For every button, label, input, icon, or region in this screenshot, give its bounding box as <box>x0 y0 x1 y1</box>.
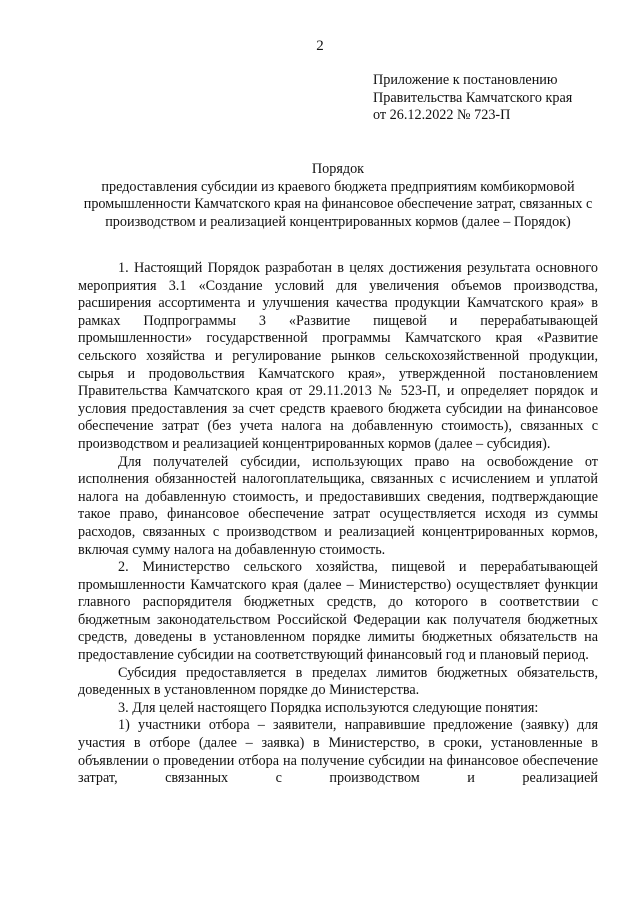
page-number: 2 <box>316 38 324 54</box>
document-body <box>78 260 598 788</box>
paragraph: 1. Настоящий Порядок разработан в целях достижения результата основного мероприятия 3.1 «Создание условий для увеличения объемов производства, расширения ассортимента и улучшения качества продукции Камчатского края» в рамках Подпрограммы 3 «Развитие пищевой и перерабатывающей промышленности» государственной программы Камчатского края «Развитие сельского хозяйства и регулирование рынков сельскохозяйственной продукции, сырья и продовольствия Камчатского края», утвержденной постановлением Правительства Камчатского края от 29.11.2013 № 523-П, и определяет порядок и условия предоставления за счет средств краевого бюджета субсидии на финансовое обеспечение затрат (без учета налога на добавленную стоимость), связанных с производством и реализацией концентрированных кормов (далее – субсидия). <box>78 260 598 452</box>
appendix-line: Приложение к постановлению <box>373 72 558 88</box>
paragraph: Для получателей субсидии, использующих право на освобождение от исполнения обязанностей налогоплательщика, связанных с исчислением и уплатой налога на добавленную стоимость, и предоставивших сведения, подтверждающие такое право, финансовое обеспечение затрат осуществляется исходя из суммы расходов, связанных с производством и реализацией концентрированных кормов, включая сумму налога на добавленную стоимость. <box>78 453 598 558</box>
document-title <box>78 161 598 231</box>
title-heading: Порядок <box>311 161 365 177</box>
paragraph: Субсидия предоставляется в пределах лимитов бюджетных обязательств, доведенных в установленном порядке до Министерства. <box>78 664 598 699</box>
paragraph: 3. Для целей настоящего Порядка используются следующие понятия: <box>118 699 539 716</box>
appendix-line: Правительства Камчатского края <box>373 89 573 106</box>
paragraph: 2. Министерство сельского хозяйства, пищевой и перерабатывающей промышленности Камчатского края (далее – Министерство) осуществляет функции главного распорядителя бюджетных средств, до которого в соответствии с бюджетным законодательством Российской Федерации как получателя бюджетных средств, доведены в установленном порядке лимиты бюджетных обязательств на предоставление субсидии на соответствующий финансовый год и плановый период. <box>78 559 598 664</box>
appendix-block <box>373 72 572 125</box>
appendix-line: от 26.12.2022 № 723-П <box>373 107 511 123</box>
title-subtitle: предоставления субсидии из краевого бюджета предприятиям комбикормовой промышленности Камчатского края на финансовое обеспечение затрат, связанных с производством и реализацией концентрированных кормов (далее – Порядок) <box>83 178 593 230</box>
paragraph: 1) участники отбора – заявители, направившие предложение (заявку) для участия в отборе (далее – заявка) в Министерство, в сроки, установленные в объявлении о проведении отбора на получение субсидии на финансовое обеспечение затрат, связанных с производством и реализацией <box>78 717 598 787</box>
